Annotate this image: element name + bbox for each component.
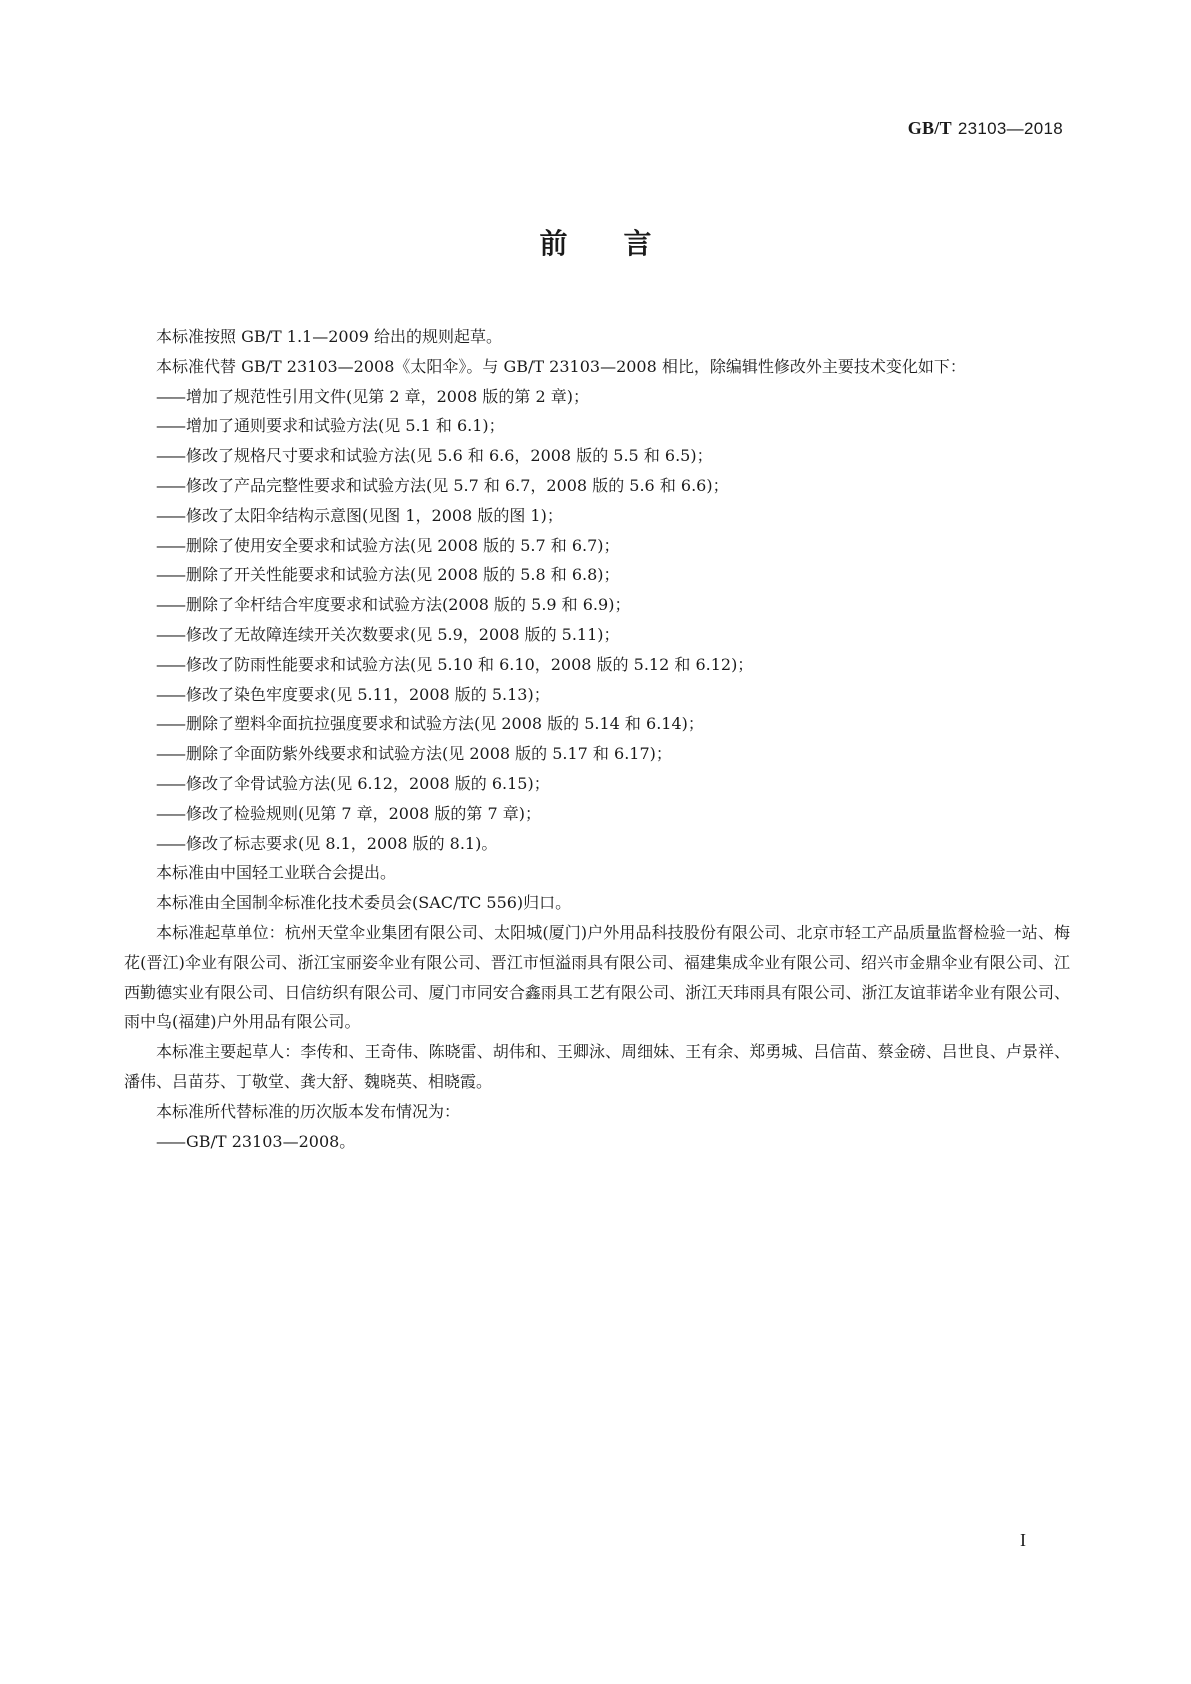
page-number: I [1020,1530,1026,1550]
foreword-body [124,322,1070,1156]
list-item: —— 删除了使用安全要求和试验方法(见 2008 版的 5.7 和 6.7)； [124,531,1070,561]
jurisdiction-paragraph: 本标准由全国制伞标准化技术委员会(SAC/TC 556)归口。 [156,893,572,913]
list-item: —— 修改了染色牢度要求(见 5.11，2008 版的 5.13)； [124,680,1070,710]
list-item: —— 修改了伞骨试验方法(见 6.12，2008 版的 6.15)； [124,769,1070,799]
list-item: —— 删除了开关性能要求和试验方法(见 2008 版的 5.8 和 6.8)； [124,560,1070,590]
standard-number [908,118,1063,139]
list-item: —— 删除了塑料伞面抗拉强度要求和试验方法(见 2008 版的 5.14 和 6.14)； [124,709,1070,739]
history-item: —— GB/T 23103—2008。 [124,1127,1070,1157]
dash-marker: —— [156,386,184,406]
list-item: —— 增加了规范性引用文件(见第 2 章，2008 版的第 2 章)； [124,382,1070,412]
dash-marker: —— [156,595,184,615]
list-item: —— 删除了伞面防紫外线要求和试验方法(见 2008 版的 5.17 和 6.17)； [124,739,1070,769]
dash-marker: —— [156,714,184,734]
main-drafters-paragraph: 本标准主要起草人：李传和、王奇伟、陈晓雷、胡伟和、王卿泳、周细妹、王有余、郑勇城、吕信苗、蔡金磅、吕世良、卢景祥、潘伟、吕苗芬、丁敬堂、龚大舒、魏晓英、相晓霞。 [124,1042,1070,1091]
page-title: 前言 [539,227,708,260]
dash-marker: —— [156,535,184,555]
list-item: —— 删除了伞杆结合牢度要求和试验方法(2008 版的 5.9 和 6.9)； [124,590,1070,620]
list-item: —— 修改了标志要求(见 8.1，2008 版的 8.1)。 [124,829,1070,859]
dash-marker: —— [156,803,184,823]
dash-marker: —— [156,565,184,585]
dash-marker: —— [156,505,184,525]
dash-marker: —— [156,684,184,704]
list-item: —— 修改了检验规则(见第 7 章，2008 版的第 7 章)； [124,799,1070,829]
dash-marker: —— [156,654,184,674]
dash-marker: —— [156,833,184,853]
proposed-by-paragraph: 本标准由中国轻工业联合会提出。 [156,863,397,883]
replacement-paragraph: 本标准代替 GB/T 23103—2008《太阳伞》。与 GB/T 23103—2008 相比，除编辑性修改外主要技术变化如下： [156,356,966,376]
list-item: —— 修改了产品完整性要求和试验方法(见 5.7 和 6.7，2008 版的 5.6 和 6.6)； [124,471,1070,501]
dash-marker: —— [156,624,184,644]
list-item: —— 增加了通则要求和试验方法(见 5.1 和 6.1)； [124,411,1070,441]
list-item: —— 修改了无故障连续开关次数要求(见 5.9，2008 版的 5.11)； [124,620,1070,650]
list-item: —— 修改了规格尺寸要求和试验方法(见 5.6 和 6.6，2008 版的 5.5 和 6.5)； [124,441,1070,471]
dash-marker: —— [156,446,184,466]
standard-prefix: GB/T [907,118,952,138]
changes-list [124,382,1070,859]
drafting-units-paragraph: 本标准起草单位：杭州天堂伞业集团有限公司、太阳城(厦门)户外用品科技股份有限公司、北京市轻工产品质量监督检验一站、梅花(晋江)伞业有限公司、浙江宝丽姿伞业有限公司、晋江市恒溢雨具有限公司、福建集成伞业有限公司、绍兴市金鼎伞业有限公司、江西勤德实业有限公司、日信纺织有限公司、厦门市同安合鑫雨具工艺有限公司、浙江天玮雨具有限公司、浙江友谊菲诺伞业有限公司、雨中鸟(福建)户外用品有限公司。 [124,922,1070,1032]
drafting-rules-paragraph: 本标准按照 GB/T 1.1—2009 给出的规则起草。 [156,327,503,346]
dash-marker: —— [156,773,184,793]
standard-code: 23103—2018 [957,119,1063,138]
list-item: —— 修改了防雨性能要求和试验方法(见 5.10 和 6.10，2008 版的 5.12 和 6.12)； [124,650,1070,680]
dash-marker: —— [156,1131,184,1151]
dash-marker: —— [156,744,184,764]
dash-marker: —— [156,416,184,436]
dash-marker: —— [156,475,184,495]
list-item: —— 修改了太阳伞结构示意图(见图 1，2008 版的图 1)； [124,501,1070,531]
history-intro-paragraph: 本标准所代替标准的历次版本发布情况为： [156,1101,461,1121]
